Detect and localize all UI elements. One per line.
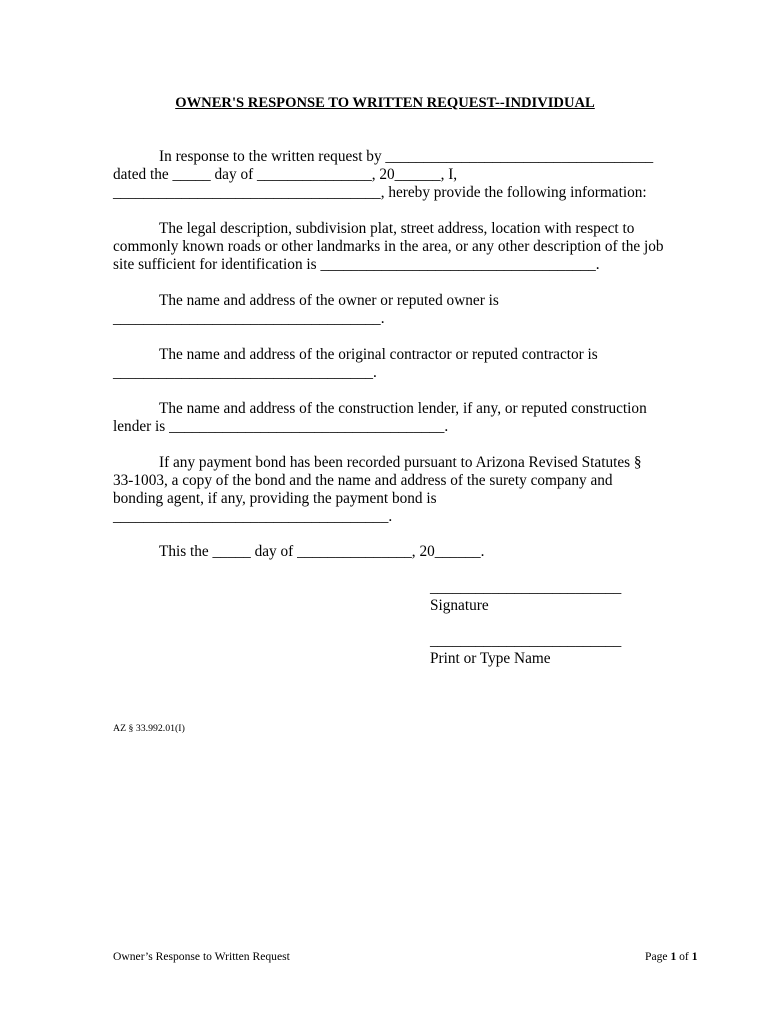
p4-line2: __________________________________. — [113, 364, 377, 381]
p6-line4: ____________________________________. — [113, 508, 393, 525]
p3-line1: The name and address of the owner or reputed owner is — [159, 292, 499, 309]
p1-line1: In response to the written request by ___________________________________ — [159, 148, 654, 165]
statute-citation: AZ § 33.992.01(I) — [113, 723, 185, 734]
print-name-line: _________________________ — [430, 632, 622, 649]
p5-line1: The name and address of the construction lender, if any, or reputed construction — [159, 400, 647, 417]
page-current: 1 — [670, 950, 677, 963]
signature-label: Signature — [430, 597, 489, 614]
page-total: 1 — [691, 950, 698, 963]
signature-line: _________________________ — [430, 579, 622, 596]
p6-line1: If any payment bond has been recorded pursuant to Arizona Revised Statutes § — [159, 454, 642, 471]
p2-line3: site sufficient for identification is ____________________________________. — [113, 256, 600, 273]
p6-line3: bonding agent, if any, providing the payment bond is — [113, 490, 437, 507]
p2-line1: The legal description, subdivision plat, street address, location with respect to — [159, 220, 635, 237]
document-title: OWNER'S RESPONSE TO WRITTEN REQUEST--INDIVIDUAL — [175, 95, 595, 111]
footer-title: Owner’s Response to Written Request — [113, 950, 290, 963]
p1-line3: ___________________________________, hereby provide the following information: — [113, 184, 647, 201]
date-line: This the _____ day of _______________, 20______. — [159, 543, 485, 560]
p5-line2: lender is ____________________________________. — [113, 418, 449, 435]
page-number — [645, 948, 698, 966]
p6-line2: 33-1003, a copy of the bond and the name and address of the surety company and — [113, 472, 613, 489]
p1-line2: dated the _____ day of _______________, 20______, I, — [113, 166, 458, 183]
page-of: of — [676, 950, 692, 963]
p3-line2: ___________________________________. — [113, 310, 385, 327]
print-name-label: Print or Type Name — [430, 650, 551, 667]
p2-line2: commonly known roads or other landmarks in the area, or any other description of the job — [113, 238, 664, 255]
p4-line1: The name and address of the original contractor or reputed contractor is — [159, 346, 598, 363]
page-prefix: Page — [645, 950, 671, 963]
